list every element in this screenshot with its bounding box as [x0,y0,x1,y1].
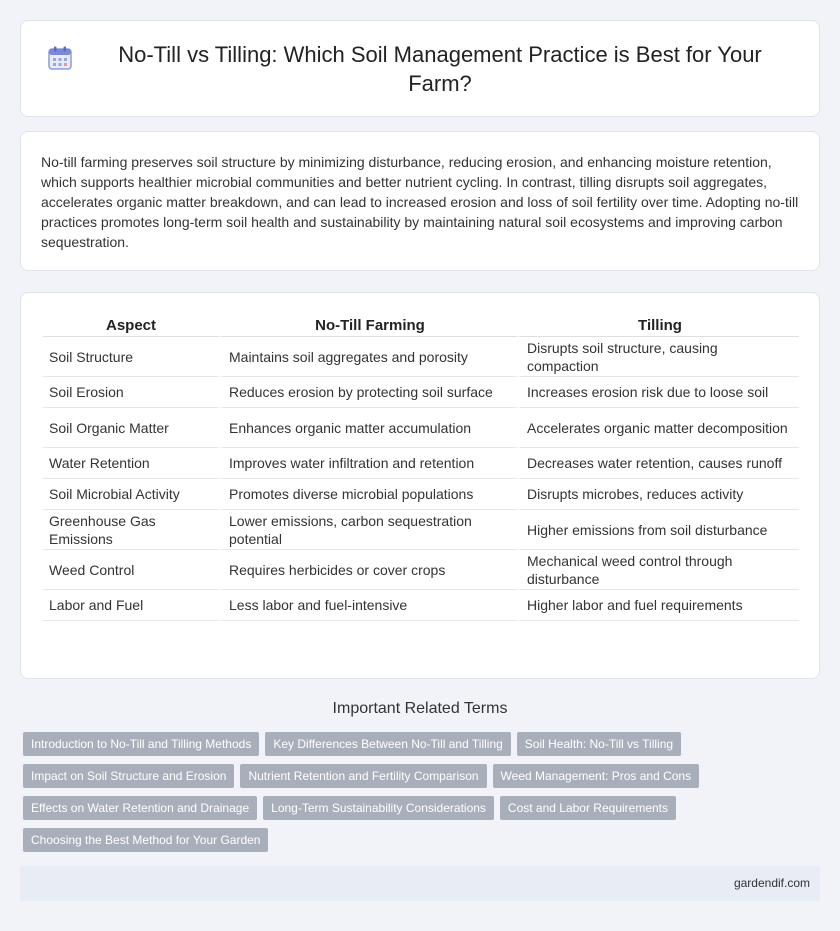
related-term-tag[interactable]: Choosing the Best Method for Your Garden [23,828,268,852]
table-row [43,479,799,510]
comparison-table-card [20,292,820,679]
table-cell: Accelerates organic matter decomposition [517,408,799,448]
related-term-tag[interactable]: Effects on Water Retention and Drainage [23,796,257,820]
table-row [43,337,799,377]
table-cell: Enhances organic matter accumulation [219,408,517,448]
table-cell: Improves water infiltration and retention [219,448,517,479]
table-cell: Requires herbicides or cover crops [219,550,517,590]
table-cell: Soil Erosion [43,377,219,408]
table-cell: Increases erosion risk due to loose soil [517,377,799,408]
table-cell: Decreases water retention, causes runoff [517,448,799,479]
related-term-tag[interactable]: Cost and Labor Requirements [500,796,676,820]
table-cell: Soil Microbial Activity [43,479,219,510]
related-term-tag[interactable]: Soil Health: No-Till vs Tilling [517,732,681,756]
table-cell: Water Retention [43,448,219,479]
related-term-tag[interactable]: Key Differences Between No-Till and Tilling [265,732,510,756]
comparison-table [43,313,799,621]
page-title: No-Till vs Tilling: Which Soil Management Practice is Best for Your Farm? [118,41,762,96]
table-cell: Lower emissions, carbon sequestration potential [219,510,517,550]
title-card [20,20,820,117]
related-term-tag[interactable]: Nutrient Retention and Fertility Comparison [240,764,486,788]
header-aspect: Aspect [43,313,219,337]
table-cell: Disrupts soil structure, causing compaction [517,337,799,377]
table-cell: Promotes diverse microbial populations [219,479,517,510]
table-cell: Weed Control [43,550,219,590]
table-header-row [43,313,799,337]
table-row [43,510,799,550]
intro-paragraph: No-till farming preserves soil structure by minimizing disturbance, reducing erosion, and enhancing moisture retention, which supports healthier microbial communities and better nutrient cycling. In contrast, tilling disrupts soil aggregates, accelerates organic matter breakdown, and can lead to increased erosion and loss of soil fertility over time. Adopting no-till practices promotes long-term soil health and sustainability by maintaining natural soil ecosystems and improving carbon sequestration. [41,154,799,250]
table-cell: Greenhouse Gas Emissions [43,510,219,550]
table-cell: Reduces erosion by protecting soil surface [219,377,517,408]
table-cell: Mechanical weed control through disturbance [517,550,799,590]
table-cell: Higher labor and fuel requirements [517,590,799,621]
table-cell: Labor and Fuel [43,590,219,621]
related-term-tag[interactable]: Long-Term Sustainability Considerations [263,796,494,820]
footer [20,866,820,901]
related-term-tag[interactable]: Introduction to No-Till and Tilling Methods [23,732,259,756]
table-cell: Maintains soil aggregates and porosity [219,337,517,377]
related-term-tag[interactable]: Weed Management: Pros and Cons [493,764,700,788]
intro-card [20,131,820,271]
table-cell: Less labor and fuel-intensive [219,590,517,621]
table-cell: Higher emissions from soil disturbance [517,510,799,550]
table-row [43,590,799,621]
table-cell: Disrupts microbes, reduces activity [517,479,799,510]
table-row [43,408,799,448]
table-row [43,550,799,590]
related-terms-list [23,732,823,860]
related-terms-heading: Important Related Terms [332,700,508,717]
table-row [43,377,799,408]
table-cell: Soil Organic Matter [43,408,219,448]
table-row [43,448,799,479]
header-no-till: No-Till Farming [219,313,517,337]
related-term-tag[interactable]: Impact on Soil Structure and Erosion [23,764,234,788]
footer-site-link[interactable]: gardendif.com [733,876,810,890]
table-cell: Soil Structure [43,337,219,377]
header-tilling: Tilling [517,313,799,337]
